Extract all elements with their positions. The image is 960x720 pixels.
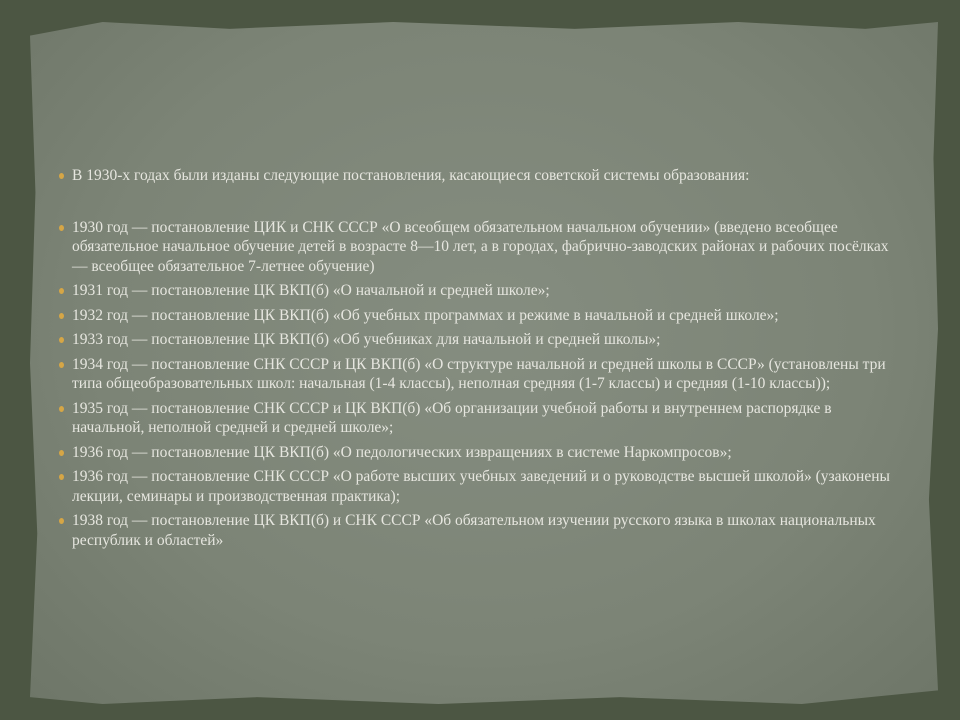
list-item: 1933 год — постановление ЦК ВКП(б) «Об учебниках для начальной и средней школы»;	[57, 330, 897, 350]
list-item: 1931 год — постановление ЦК ВКП(б) «О начальной и средней школе»;	[57, 281, 897, 301]
list-item: 1938 год — постановление ЦК ВКП(б) и СНК СССР «Об обязательном изучении русского языка в школах национальных республик и областей»	[57, 511, 897, 550]
intro-bullet: В 1930-х годах были изданы следующие постановления, касающиеся советской системы образования:	[57, 166, 897, 186]
list-item: 1935 год — постановление СНК СССР и ЦК ВКП(б) «Об организации учебной работы и внутреннем распорядке в начальной, неполной средней и средней школе»;	[57, 399, 897, 438]
list-item: 1930 год — постановление ЦИК и СНК СССР «О всеобщем обязательном начальном обучении» (введено всеобщее обязательное начальное обучение детей в возрасте 8—10 лет, а в городах, фабрично-заводских районах и рабочих посёлках — всеобщее обязательное 7-летнее обучение)	[57, 218, 897, 277]
list-item: 1936 год — постановление СНК СССР «О работе высших учебных заведений и о руководстве высшей школой» (узаконены лекции, семинары и производственная практика);	[57, 467, 897, 506]
slide-content	[57, 166, 897, 555]
list-item: 1936 год — постановление ЦК ВКП(б) «О педологических извращениях в системе Наркомпросов»;	[57, 443, 897, 463]
list-item: 1932 год — постановление ЦК ВКП(б) «Об учебных программах и режиме в начальной и средней школе»;	[57, 306, 897, 326]
list-item: 1934 год — постановление СНК СССР и ЦК ВКП(б) «О структуре начальной и средней школы в СССР» (установлены три типа общеобразовательных школ: начальная (1-4 классы), неполная средняя (1-7 классы) и средняя (1-10 классы));	[57, 355, 897, 394]
